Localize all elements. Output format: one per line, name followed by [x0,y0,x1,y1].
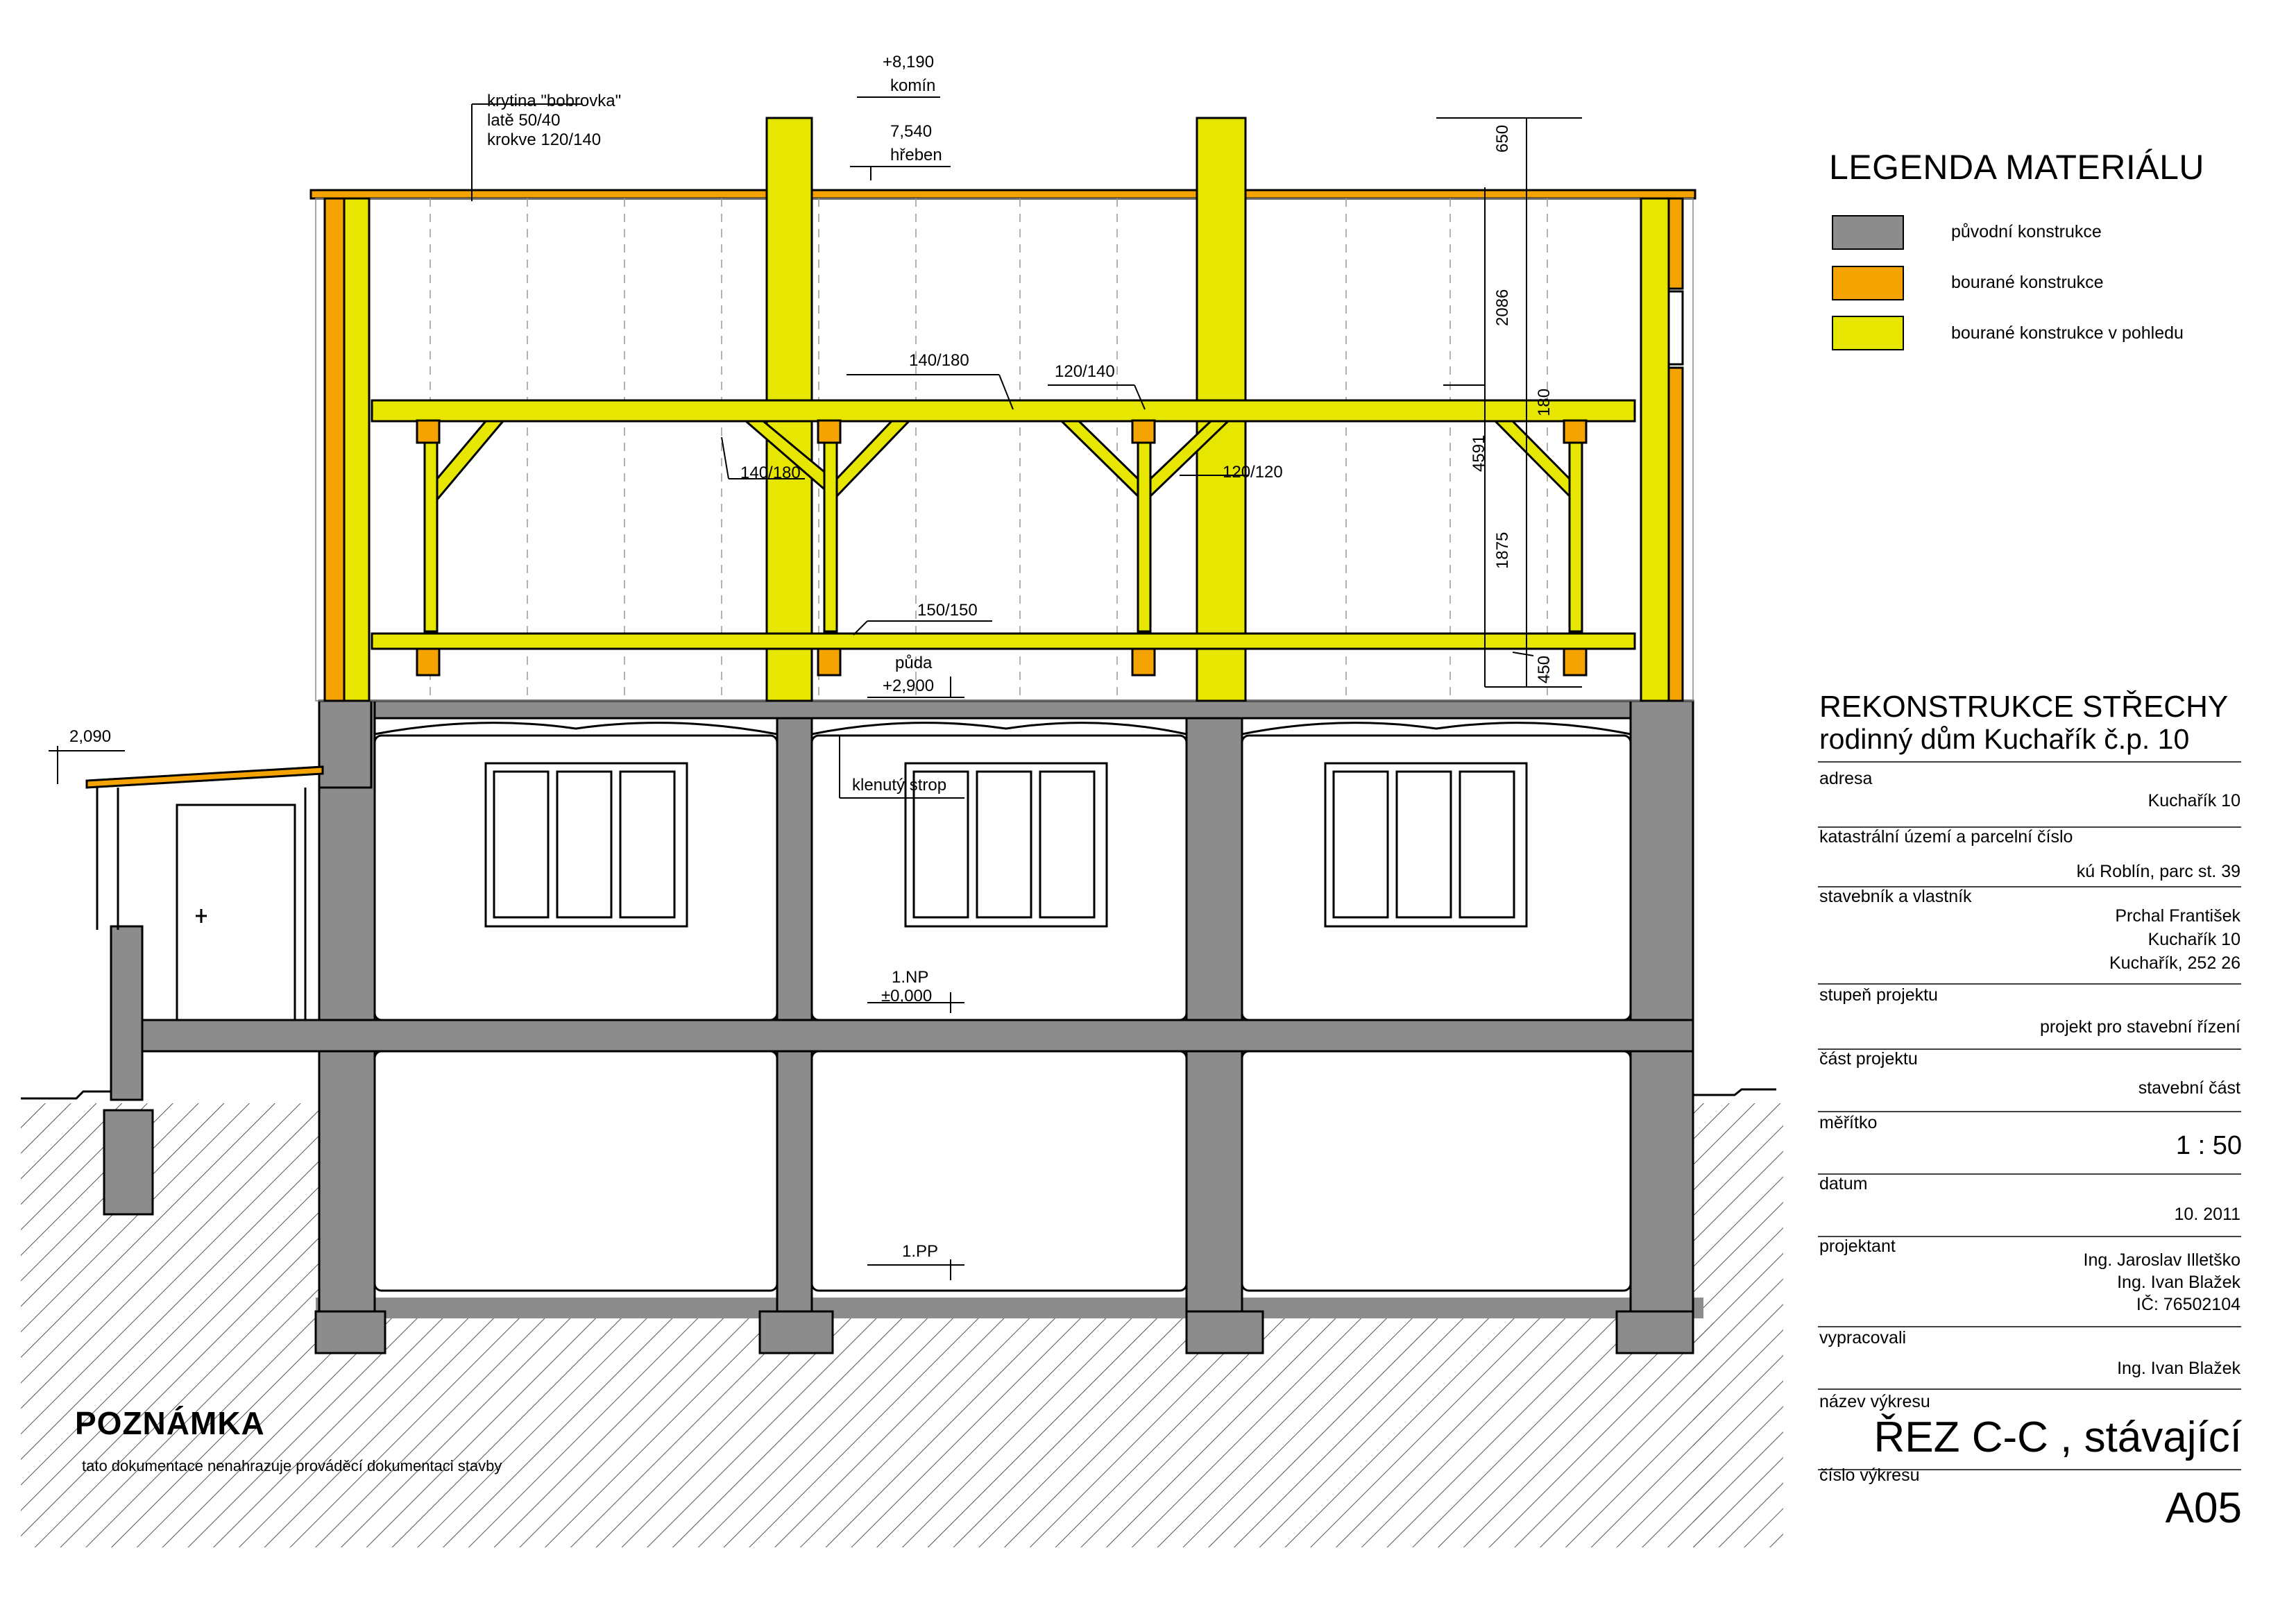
value-cast: stavební část [2138,1078,2240,1098]
legend-label-original: původní konstrukce [1951,222,2102,241]
value-vypracovali: Ing. Ivan Blažek [2117,1359,2240,1378]
value-katastr: kú Roblín, parc st. 39 [2076,862,2240,881]
chimney-level: +8,190 [883,53,935,71]
roof-layer-3: krokve 120/140 [487,130,602,149]
beam-120-120: 120/120 [1223,463,1283,482]
value-stupen: projekt pro stavební řízení [2039,1017,2240,1037]
ridge-label: hřeben [890,146,942,164]
beam-140-180-a: 140/180 [909,351,969,370]
vaulted-ceiling [375,723,1631,734]
dim-450: 450 [1535,655,1554,683]
label-datum: datum [1819,1174,1868,1193]
value-stavebnik-3: Kuchařík, 252 26 [2109,953,2240,973]
label-stupen: stupeň projektu [1819,985,1938,1005]
legend-swatch-demolished-view [1832,316,1904,350]
label-katastr: katastrální území a parcelní číslo [1819,827,2073,847]
beam-140-180-b: 140/180 [740,464,801,482]
dim-1875: 1875 [1493,532,1512,569]
ridge-level: 7,540 [890,122,933,141]
beam-150-150: 150/150 [917,601,978,620]
legend-title: LEGENDA MATERIÁLU [1829,148,2205,187]
value-projektant-3: IČ: 76502104 [2136,1295,2240,1314]
floor1-label: 1.NP [892,968,929,987]
note-text: tato dokumentace nenahrazuje prováděcí dokumentaci stavby [82,1457,502,1475]
rooms [375,736,1631,1291]
attic-level: +2,900 [883,677,935,695]
legend-swatch-demolished [1832,266,1904,300]
dim-4591: 4591 [1470,434,1488,472]
value-cislo: A05 [2165,1484,2242,1532]
project-subtitle: rodinný dům Kuchařík č.p. 10 [1819,723,2190,755]
value-stavebnik-2: Kuchařík 10 [2148,930,2240,949]
roof-layer-2: latě 50/40 [487,111,561,130]
project-title: REKONSTRUKCE STŘECHY [1819,690,2229,724]
label-nazev: název výkresu [1819,1392,1930,1411]
value-meritko: 1 : 50 [2175,1131,2242,1160]
value-nazev: ŘEZ C-C , stávající [1873,1413,2242,1461]
dim-2086: 2086 [1493,289,1512,326]
vault-label: klenutý strop [852,776,947,794]
dim-180: 180 [1535,388,1554,416]
label-projektant: projektant [1819,1237,1896,1256]
note-title: POZNÁMKA [75,1405,265,1441]
roof-layer-1: krytina "bobrovka" [487,92,622,110]
label-meritko: měřítko [1819,1113,1878,1132]
label-cast: část projektu [1819,1049,1918,1069]
roof-truss [311,118,1695,701]
value-stavebnik-1: Prchal František [2115,906,2240,926]
legend-swatch-original [1832,215,1904,250]
label-cislo: číslo výkresu [1819,1465,1920,1485]
legend-label-demolished-view: bourané konstrukce v pohledu [1951,323,2184,343]
label-adresa: adresa [1819,769,1873,788]
label-vypracovali: vypracovali [1819,1328,1907,1348]
chimney-label: komín [890,76,936,95]
floor1-level: ±0,000 [881,987,933,1005]
attic-label: půda [895,654,933,672]
legend-label-demolished: bourané konstrukce [1951,273,2104,292]
label-stavebnik: stavebník a vlastník [1819,887,1972,906]
value-projektant-1: Ing. Jaroslav Illetško [2083,1250,2240,1270]
porch-level: 2,090 [69,727,112,746]
dim-650: 650 [1493,124,1512,153]
value-adresa: Kuchařík 10 [2148,791,2240,810]
basement-label: 1.PP [902,1242,939,1261]
value-projektant-2: Ing. Ivan Blažek [2117,1273,2240,1292]
beam-120-140: 120/140 [1055,362,1115,381]
value-datum: 10. 2011 [2174,1205,2240,1224]
